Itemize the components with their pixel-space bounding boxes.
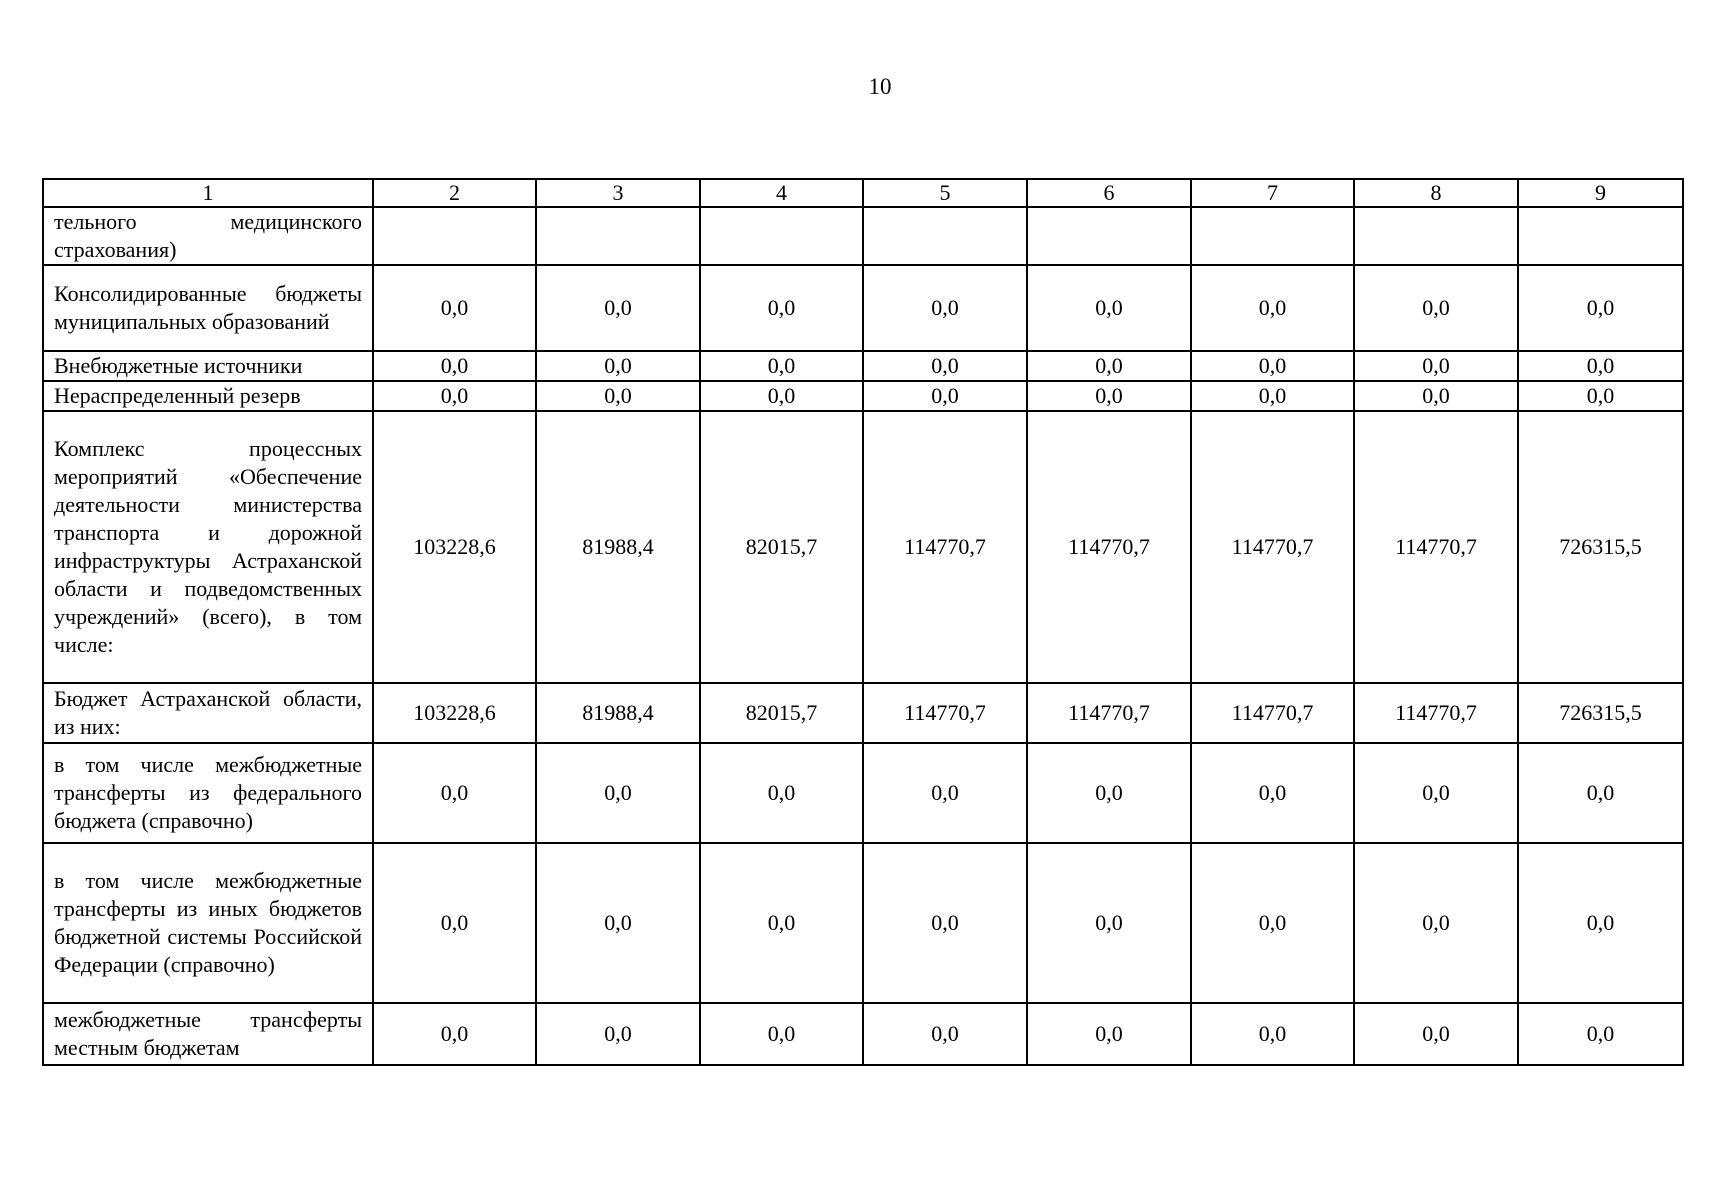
table-cell: 0,0 [700,265,863,351]
row-label: Комплекс процессных мероприятий «Обеспечение деятельности министерства транспорта и дорожной инфраструктуры Астраханской области и подведомственных учреждений» (всего), в том числе: [43,411,373,683]
table-cell: 726315,5 [1518,683,1683,743]
table-cell [536,207,700,265]
table-row [43,207,1683,265]
table-cell: 114770,7 [1354,411,1518,683]
table-cell: 114770,7 [1354,683,1518,743]
row-label: в том числе межбюджетные трансферты из иных бюджетов бюджетной системы Российской Федерации (справочно) [43,843,373,1003]
table-row [43,411,1683,683]
table-cell: 0,0 [373,381,536,411]
table-cell: 726315,5 [1518,411,1683,683]
table-cell [863,207,1027,265]
table-cell: 0,0 [1518,843,1683,1003]
table-cell: 81988,4 [536,411,700,683]
page-number: 10 [868,74,892,99]
table-cell: 0,0 [536,743,700,843]
table-cell: 82015,7 [700,411,863,683]
table-cell [700,207,863,265]
column-header: 1 [43,179,373,207]
table-cell: 0,0 [863,381,1027,411]
table-cell: 0,0 [863,351,1027,381]
table-cell: 103228,6 [373,683,536,743]
table-cell: 0,0 [1354,1003,1518,1065]
table-cell [1027,207,1191,265]
column-header: 9 [1518,179,1683,207]
table-cell: 114770,7 [1027,411,1191,683]
table-cell: 0,0 [536,1003,700,1065]
table-cell: 0,0 [1027,843,1191,1003]
table-cell: 114770,7 [863,411,1027,683]
row-label: Внебюджетные источники [43,351,373,381]
table-cell [373,207,536,265]
table-cell [1518,207,1683,265]
table-row [43,743,1683,843]
table-cell: 0,0 [1354,743,1518,843]
table-cell: 0,0 [1518,1003,1683,1065]
table-cell [1354,207,1518,265]
table-cell: 0,0 [536,351,700,381]
row-label: Нераспределенный резерв [43,381,373,411]
row-label: Бюджет Астраханской области, из них: [43,683,373,743]
table-cell: 0,0 [700,743,863,843]
table-cell: 0,0 [536,843,700,1003]
table-row [43,351,1683,381]
table-cell: 114770,7 [1027,683,1191,743]
table-cell: 0,0 [1191,351,1354,381]
table-cell: 0,0 [1518,265,1683,351]
table-cell: 0,0 [1191,843,1354,1003]
table-cell: 0,0 [373,1003,536,1065]
table-cell: 0,0 [1027,351,1191,381]
table-cell: 0,0 [373,743,536,843]
row-label: тельного медицинского страхования) [43,207,373,265]
table-cell: 0,0 [1191,265,1354,351]
table-cell: 0,0 [863,1003,1027,1065]
table-row [43,683,1683,743]
column-header: 7 [1191,179,1354,207]
table-cell: 0,0 [1027,265,1191,351]
table-cell: 81988,4 [536,683,700,743]
table-cell: 0,0 [536,381,700,411]
table-row [43,265,1683,351]
row-label: в том числе межбюджетные трансферты из федерального бюджета (справочно) [43,743,373,843]
financing-table [42,178,1684,1066]
table-cell: 0,0 [863,743,1027,843]
table-cell: 0,0 [1027,743,1191,843]
column-header: 8 [1354,179,1518,207]
table-cell: 0,0 [1518,351,1683,381]
table-cell: 0,0 [1354,381,1518,411]
table-cell: 0,0 [1354,265,1518,351]
table-cell: 114770,7 [1191,411,1354,683]
table-cell: 114770,7 [863,683,1027,743]
table-cell: 0,0 [1354,351,1518,381]
table-cell: 0,0 [1027,381,1191,411]
column-header: 5 [863,179,1027,207]
table-cell: 0,0 [1354,843,1518,1003]
table-cell: 0,0 [863,265,1027,351]
table-cell: 0,0 [700,843,863,1003]
table-cell: 114770,7 [1191,683,1354,743]
table-row [43,1003,1683,1065]
table-cell: 0,0 [1518,743,1683,843]
table-cell: 0,0 [373,843,536,1003]
table-cell: 0,0 [700,1003,863,1065]
table-cell: 0,0 [1027,1003,1191,1065]
table-cell [1191,207,1354,265]
table-row [43,843,1683,1003]
table-cell: 0,0 [373,351,536,381]
table-cell: 0,0 [1191,1003,1354,1065]
table-cell: 0,0 [700,351,863,381]
column-number-row [43,179,1683,207]
table-cell: 103228,6 [373,411,536,683]
table-cell: 0,0 [373,265,536,351]
column-header: 6 [1027,179,1191,207]
column-header: 4 [700,179,863,207]
table-cell: 0,0 [1191,381,1354,411]
table-cell: 0,0 [700,381,863,411]
row-label: межбюджетные трансферты местным бюджетам [43,1003,373,1065]
table-cell: 82015,7 [700,683,863,743]
table-cell: 0,0 [1518,381,1683,411]
column-header: 3 [536,179,700,207]
table-cell: 0,0 [1191,743,1354,843]
table-row [43,381,1683,411]
column-header: 2 [373,179,536,207]
table-cell: 0,0 [863,843,1027,1003]
row-label: Консолидированные бюджеты муниципальных образований [43,265,373,351]
table-cell: 0,0 [536,265,700,351]
